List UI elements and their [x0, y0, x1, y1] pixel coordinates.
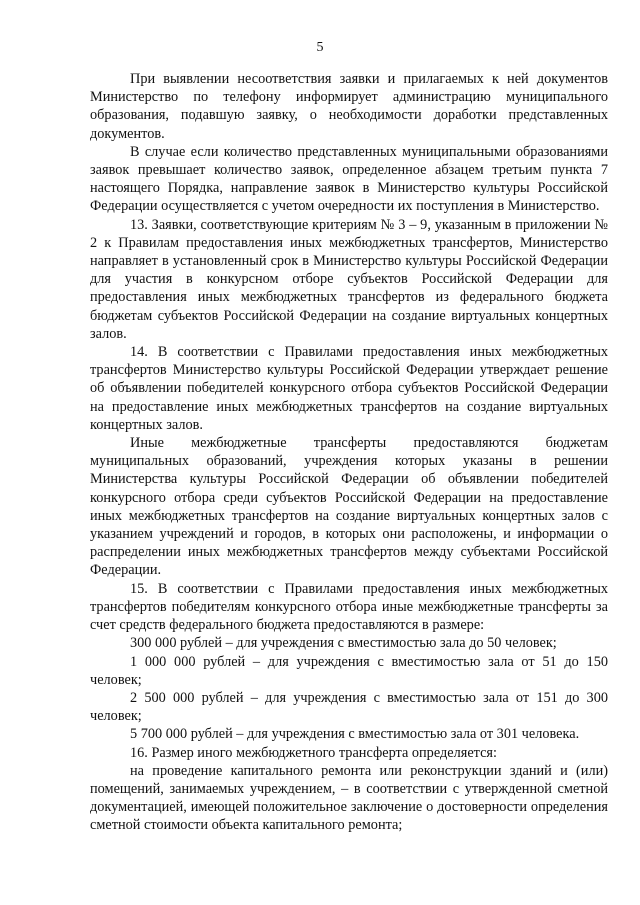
document-body [90, 70, 608, 835]
paragraph: 5 700 000 рублей – для учреждения с вместимостью зала от 301 человека. [130, 726, 580, 743]
paragraph: 16. Размер иного межбюджетного трансферта определяется: [130, 744, 497, 761]
paragraph: В случае если количество представленных муниципальными образованиями заявок превышает количество заявок, определенное абзацем третьим пункта 7 настоящего Порядка, направление заявок в Министерство культуры Российской Федерации осуществляется с учетом очередности их поступления в Министерство. [90, 143, 608, 215]
paragraph: 14. В соответствии с Правилами предоставления иных межбюджетных трансфертов Министерство культуры Российской Федерации утверждает решение об объявлении победителей конкурсного отбора субъектов Российской Федерации на предоставление иных межбюджетных трансфертов на создание виртуальных концертных залов. [90, 344, 608, 433]
paragraph: 15. В соответствии с Правилами предоставления иных межбюджетных трансфертов победителям конкурсного отбора иные межбюджетные трансферты за счет средств федерального бюджета предоставляются в размере: [90, 580, 608, 634]
paragraph: 300 000 рублей – для учреждения с вместимостью зала до 50 человек; [130, 635, 557, 652]
paragraph: 13. Заявки, соответствующие критериям № 3 – 9, указанным в приложении № 2 к Правилам предоставления иных межбюджетных трансфертов, Министерство направляет в установленный срок в Министерство культуры Российской Федерации для участия в конкурсном отборе субъектов Российской Федерации для предоставления иных межбюджетных трансфертов из федерального бюджета бюджетам субъектов Российской Федерации на создание виртуальных концертных залов. [90, 216, 608, 342]
paragraph: 2 500 000 рублей – для учреждения с вместимостью зала от 151 до 300 человек; [90, 689, 608, 725]
page-number: 5 [316, 40, 324, 55]
paragraph: При выявлении несоответствия заявки и прилагаемых к ней документов Министерство по телефону информирует администрацию муниципального образования, подавшую заявку, о необходимости доработки представленных документов. [90, 71, 608, 142]
paragraph: 1 000 000 рублей – для учреждения с вместимостью зала от 51 до 150 человек; [90, 653, 608, 688]
paragraph: на проведение капитального ремонта или реконструкции зданий и (или) помещений, занимаемых учреждением, – в соответствии с утвержденной сметной документацией, имеющей положительное заключение о достоверности определения сметной стоимости объекта капитального ремонта; [90, 762, 608, 834]
paragraph: Иные межбюджетные трансферты предоставляются бюджетам муниципальных образований, учреждения которых указаны в решении Министерства культуры Российской Федерации об объявлении победителей конкурсного отбора среди субъектов Российской Федерации на предоставление иных межбюджетных трансфертов на создание виртуальных концертных залов с указанием учреждений и городов, в которых они расположены, и информации о распределении иных межбюджетных трансфертов между субъектами Российской Федерации. [90, 435, 608, 579]
